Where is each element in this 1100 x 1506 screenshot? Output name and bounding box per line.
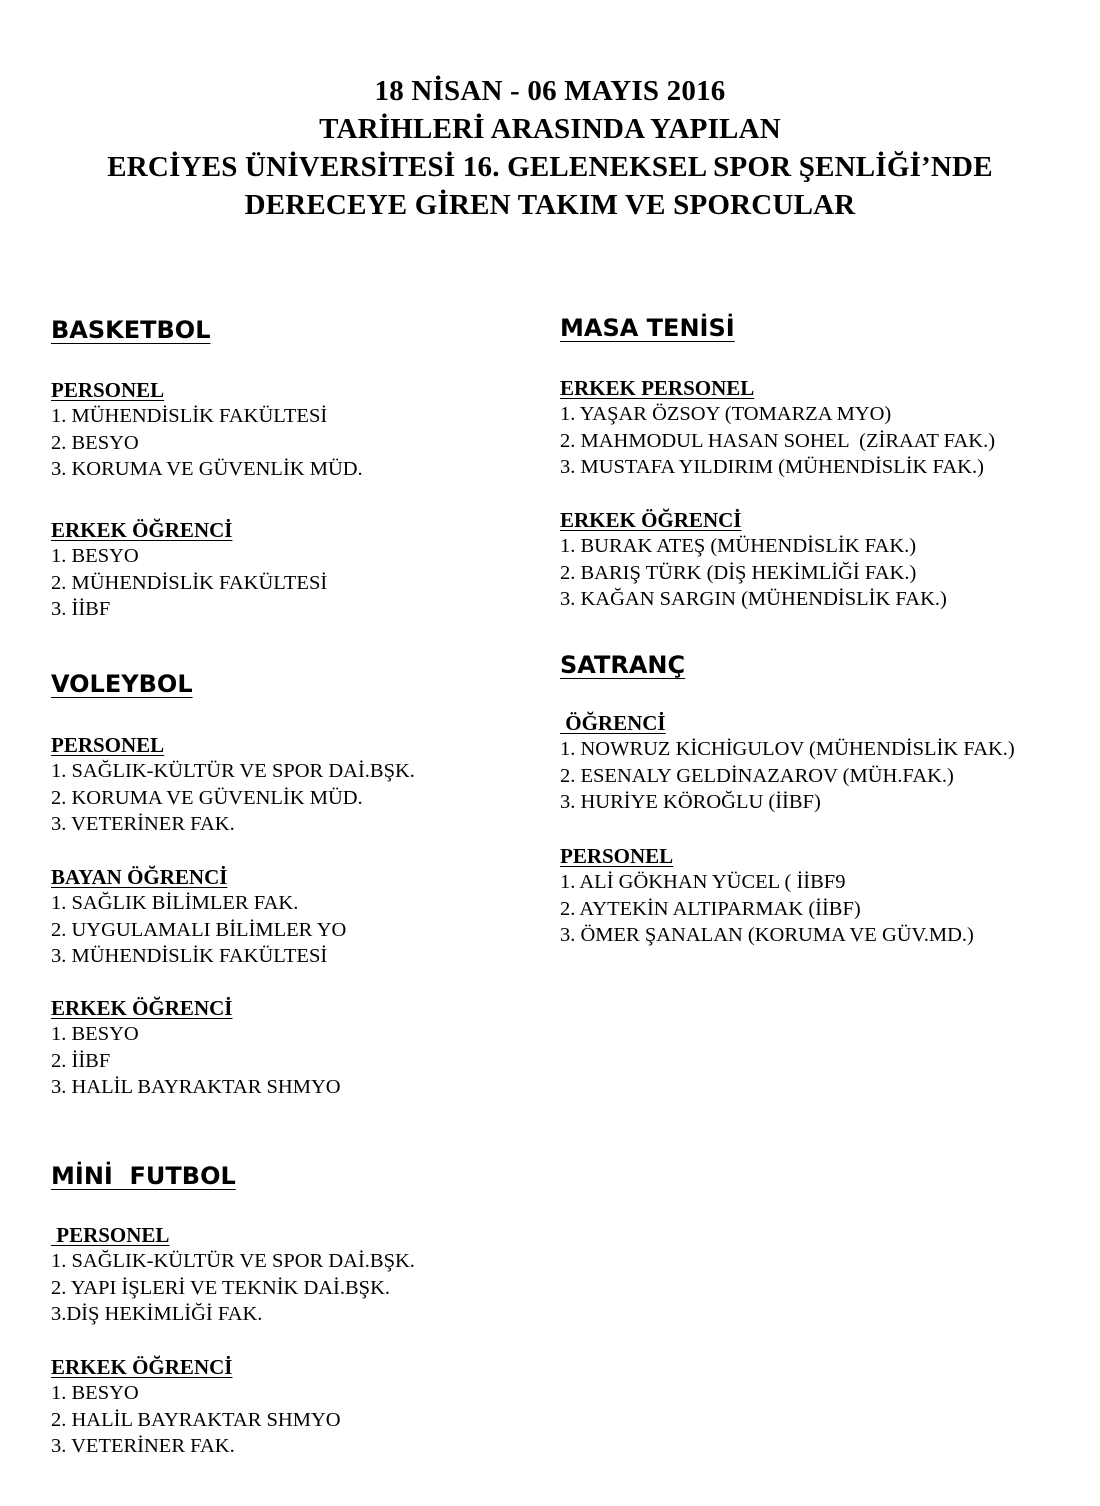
masa-erkek-personel-group — [560, 375, 995, 481]
result-item: 2. UYGULAMALI BİLİMLER YO — [51, 918, 347, 941]
voleybol-bayan-ogrenci-group — [51, 864, 346, 970]
title-line-4: DERECEYE GİREN TAKIM VE SPORCULAR — [244, 189, 856, 221]
group-heading: PERSONEL — [51, 378, 165, 402]
result-item: 1. NOWRUZ KİCHİGULOV (MÜHENDİSLİK FAK.) — [560, 738, 1015, 760]
satranc-personel-group — [560, 843, 974, 949]
group-heading: BAYAN ÖĞRENCİ — [51, 865, 228, 889]
result-item: 1. ALİ GÖKHAN YÜCEL ( İİBF9 — [560, 871, 846, 893]
result-item: 3. VETERİNER FAK. — [51, 1435, 235, 1457]
voleybol-personel-group — [51, 732, 415, 838]
futbol-erkek-ogrenci-group — [51, 1354, 341, 1460]
result-item: 1. BESYO — [51, 1382, 139, 1404]
result-item: 3. ÖMER ŞANALAN (KORUMA VE GÜV.MD.) — [560, 924, 974, 946]
result-item: 3. KAĞAN SARGIN (MÜHENDİSLİK FAK.) — [560, 588, 947, 610]
result-item: 2. MÜHENDİSLİK FAKÜLTESİ — [51, 571, 328, 594]
title-line-3: ERCİYES ÜNİVERSİTESİ 16. GELENEKSEL SPOR ŞENLİĞİ’NDE — [107, 151, 993, 183]
basketbol-personel-group — [51, 377, 363, 483]
result-item: 3. HURİYE KÖROĞLU (İİBF) — [560, 791, 821, 813]
sport-heading-mini-futbol: MİNİ FUTBOL — [51, 1162, 236, 1190]
group-heading: PERSONEL — [560, 844, 674, 868]
group-heading: ÖĞRENCİ — [560, 711, 666, 735]
basketbol-erkek-ogrenci-group — [51, 517, 327, 623]
page-title — [0, 72, 1100, 224]
sport-heading-satranc: SATRANÇ — [560, 651, 686, 679]
result-item: 1. YAŞAR ÖZSOY (TOMARZA MYO) — [560, 403, 892, 425]
sport-heading-masa-tenisi: MASA TENİSİ — [560, 314, 735, 342]
result-item: 1. MÜHENDİSLİK FAKÜLTESİ — [51, 405, 328, 427]
result-item: 3. VETERİNER FAK. — [51, 813, 235, 835]
result-item: 1. SAĞLIK BİLİMLER FAK. — [51, 892, 299, 914]
title-line-1: 18 NİSAN - 06 MAYIS 2016 — [374, 75, 726, 107]
result-item: 3. MUSTAFA YILDIRIM (MÜHENDİSLİK FAK.) — [560, 456, 984, 478]
result-item: 2. AYTEKİN ALTIPARMAK (İİBF) — [560, 897, 861, 920]
result-item: 1. BESYO — [51, 1023, 139, 1045]
group-heading: ERKEK PERSONEL — [560, 376, 755, 400]
result-item: 3.DİŞ HEKİMLİĞİ FAK. — [51, 1303, 263, 1325]
result-item: 3. KORUMA VE GÜVENLİK MÜD. — [51, 458, 363, 480]
result-item: 2. YAPI İŞLERİ VE TEKNİK DAİ.BŞK. — [51, 1276, 391, 1299]
futbol-personel-group — [51, 1222, 415, 1328]
group-heading: PERSONEL — [51, 1223, 170, 1247]
masa-erkek-ogrenci-group — [560, 507, 947, 613]
title-line-2: TARİHLERİ ARASINDA YAPILAN — [319, 113, 781, 145]
satranc-ogrenci-group — [560, 710, 1015, 816]
result-item: 1. SAĞLIK-KÜLTÜR VE SPOR DAİ.BŞK. — [51, 1250, 415, 1272]
sport-heading-voleybol: VOLEYBOL — [51, 670, 193, 698]
result-item: 1. SAĞLIK-KÜLTÜR VE SPOR DAİ.BŞK. — [51, 760, 415, 782]
result-item: 2. MAHMODUL HASAN SOHEL (ZİRAAT FAK.) — [560, 429, 996, 452]
result-item: 1. BURAK ATEŞ (MÜHENDİSLİK FAK.) — [560, 535, 917, 557]
sport-heading-basketbol: BASKETBOL — [51, 316, 211, 344]
result-item: 2. İİBF — [51, 1049, 111, 1072]
result-item: 3. HALİL BAYRAKTAR SHMYO — [51, 1076, 341, 1098]
result-item: 2. BESYO — [51, 431, 139, 454]
result-item: 3. MÜHENDİSLİK FAKÜLTESİ — [51, 945, 328, 967]
group-heading: ERKEK ÖĞRENCİ — [560, 508, 742, 532]
result-item: 2. KORUMA VE GÜVENLİK MÜD. — [51, 786, 363, 809]
result-item: 1. BESYO — [51, 545, 139, 567]
result-item: 3. İİBF — [51, 598, 111, 620]
result-item: 2. BARIŞ TÜRK (DİŞ HEKİMLİĞİ FAK.) — [560, 561, 917, 584]
group-heading: PERSONEL — [51, 733, 165, 757]
group-heading: ERKEK ÖĞRENCİ — [51, 1355, 233, 1379]
group-heading: ERKEK ÖĞRENCİ — [51, 996, 233, 1020]
voleybol-erkek-ogrenci-group — [51, 995, 341, 1101]
result-item: 2. HALİL BAYRAKTAR SHMYO — [51, 1408, 341, 1431]
result-item: 2. ESENALY GELDİNAZAROV (MÜH.FAK.) — [560, 764, 954, 787]
group-heading: ERKEK ÖĞRENCİ — [51, 518, 233, 542]
